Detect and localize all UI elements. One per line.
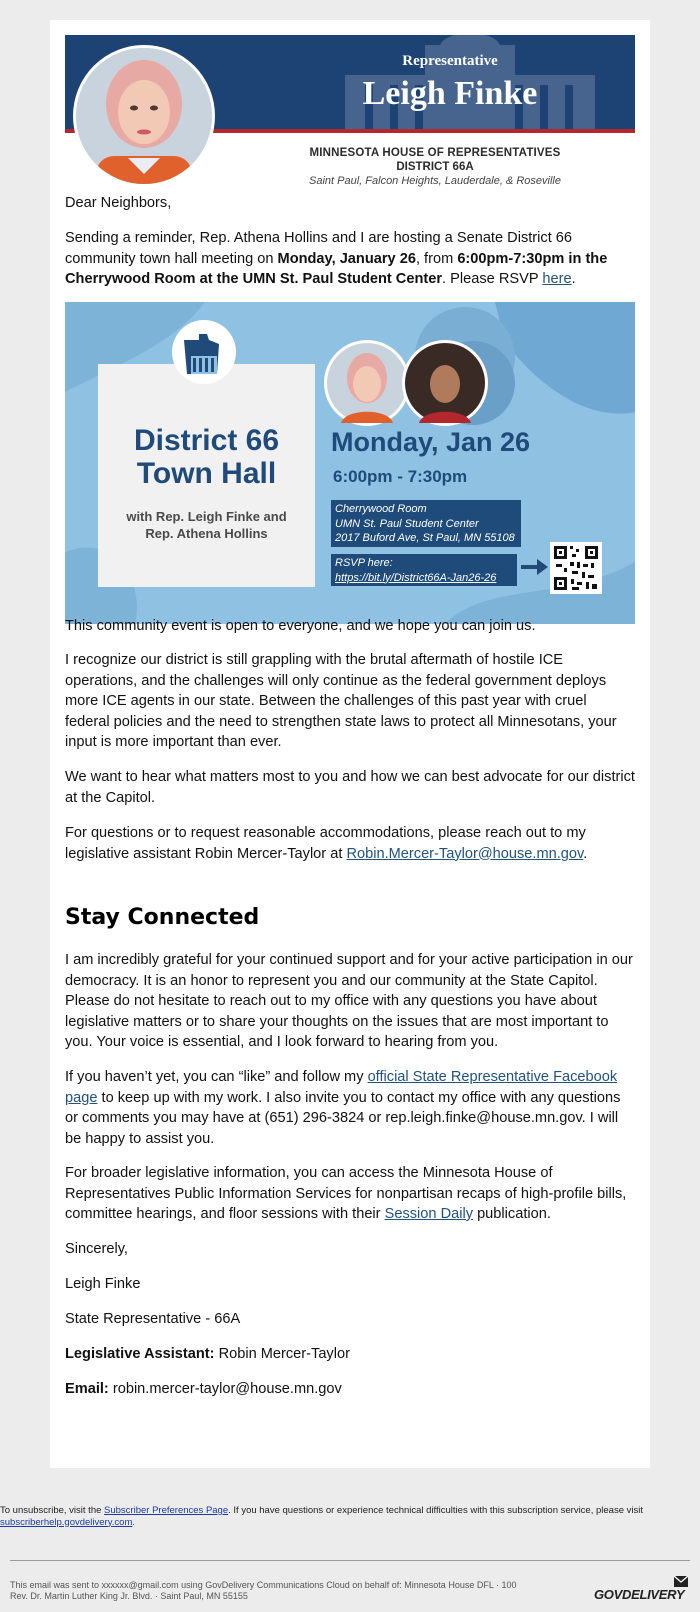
envelope-icon [674,1576,688,1587]
ice-paragraph: I recognize our district is still grappling with the brutal aftermath of hostile ICE operations, and the challenges will only continue as the federal government deploys more ICE agents in our state. Between the challenges of this past year with cruel federal policies and the need to strengthen state laws to protect all Minnesotans, your input is more important than ever. [65,652,617,750]
banner-rep-name: Leigh Finke [362,75,538,112]
rep-portrait-photo [73,45,215,187]
subscriber-help-link[interactable]: subscriberhelp.govdelivery.com [0,1516,133,1528]
assistant-value: Robin Mercer-Taylor [214,1346,350,1362]
event-date: Monday, Jan 26 [331,427,531,457]
intro-text-b: , from [415,250,458,267]
sent-line2: Rev. Dr. Martin Luther King Jr. Blvd. · Saint Paul, MN 55155 [10,1591,248,1601]
event-location-line1: Cherrywood Room [335,503,427,515]
event-location-line2: UMN St. Paul Student Center [335,517,479,530]
event-title-line2: Town Hall [136,457,277,490]
unsub-text-c: . [132,1516,135,1528]
event-rsvp-label: RSVP here: [335,557,393,569]
rsvp-link[interactable]: here [542,271,572,287]
accommodations-text-a: For questions or to request reasonable accommodations, please reach out to my legislative assistant Robin Mercer-Taylor at [65,825,586,862]
greeting: Dear Neighbors, [65,195,172,211]
event-rsvp-box[interactable] [331,554,517,586]
event-hosts-line2: Rep. Athena Hollins [145,526,268,541]
email-value: robin.mercer-taylor@house.mn.gov [108,1381,342,1397]
what-matters-paragraph: We want to hear what matters most to you and how we can best advocate for our district at the Capitol. [65,769,635,806]
session-daily-link[interactable]: Session Daily [384,1206,474,1222]
assistant-email-link[interactable]: Robin.Mercer-Taylor@house.mn.gov [346,845,584,862]
sent-line1: This email was sent to xxxxxx@gmail.com using GovDelivery Communications Cloud on behalf of: Minnesota House DFL · 100 [10,1580,517,1590]
event-location-box [331,500,521,547]
event-hosts-line1: with Rep. Leigh Finke and [126,509,287,524]
arrow-right-icon [521,557,549,577]
host-portraits [323,338,523,428]
stay-connected-heading: Stay Connected [65,905,260,930]
footer-divider [10,1560,690,1561]
intro-time-place: 6:00pm-7:30pm in the Cherrywood Room at the UMN St. Paul Student Center [65,250,608,287]
closing: Sincerely, [65,1241,128,1257]
unsub-text-a: To unsubscribe, visit the [0,1505,105,1516]
event-rsvp-url[interactable]: https://bit.ly/District66A-Jan26-26 [335,571,497,584]
intro-paragraph [65,228,635,290]
session-daily-paragraph [65,1163,635,1225]
open-to-everyone-paragraph: This community event is open to everyone, and we hope you can join us. [65,618,536,634]
town-hall-event-graphic[interactable] [65,302,635,624]
event-title-line1: District 66 [133,424,280,457]
intro-text-c: . Please RSVP [442,271,543,287]
assistant-line [65,1344,635,1365]
facebook-text-b: to keep up with my work. I also invite you to contact my office with any questions or comments you may have at (651) 296-3824 or rep.leigh.finke@house.mn.gov. I will be happy to assist you. [65,1089,621,1147]
facebook-text-a: If you haven’t yet, you can “like” and follow my [65,1069,368,1085]
intro-date: Monday, January 26 [277,250,416,267]
unsub-text-b: . If you have questions or experience technical difficulties with this subscription service, please visit [228,1505,643,1516]
event-time: 6:00pm - 7:30pm [333,467,468,486]
email-card [50,20,650,1468]
sent-notice [10,1580,570,1602]
facebook-paragraph [65,1067,635,1149]
signature-name: Leigh Finke [65,1276,141,1292]
assistant-label: Legislative Assistant: [65,1346,215,1362]
event-location-line3: 2017 Buford Ave, St Paul, MN 55108 [335,532,515,544]
email-label: Email: [65,1381,109,1397]
session-daily-text-a: For broader legislative information, you can access the Minnesota House of Representatives Public Information Services for nonpartisan recaps of high-profile bills, committee hearings, and floor sessions with their [65,1165,627,1222]
intro-text-a: Sending a reminder, Rep. Athena Hollins and I are hosting a Senate District 66 community town hall meeting on [65,230,573,267]
banner-title-small: Representative [402,53,498,69]
subscriber-preferences-link[interactable]: Subscriber Preferences Page [104,1505,229,1516]
qr-code-icon[interactable] [550,542,602,594]
accommodations-text-b: . [583,845,588,862]
unsubscribe-notice [0,1505,690,1528]
header-district: DISTRICT 66A [396,161,474,173]
accommodations-paragraph [65,823,635,864]
session-daily-text-b: publication. [473,1206,551,1222]
gratitude-paragraph: I am incredibly grateful for your continued support and for your active participation in our democracy. It is an honor to represent you and our community at the State Capitol. Please do not hesitate to reach out to my office with any questions you have about legislative matters or to share your thoughts on the issues that are most important to you. Your voice is essential, and I look forward to hearing from you. [65,952,633,1050]
signature-title: State Representative - 66A [65,1311,241,1327]
facebook-page-link[interactable]: official State Representative Facebook page [65,1069,618,1106]
govdelivery-logo[interactable]: GOVDELIVERY [594,1587,685,1602]
header-cities: Saint Paul, Falcon Heights, Lauderdale, & Roseville [309,175,561,187]
header-house-name: MINNESOTA HOUSE OF REPRESENTATIVES [309,147,561,159]
intro-text-d: . [571,271,576,287]
minnesota-capitol-icon [169,314,239,384]
email-line [65,1379,635,1400]
